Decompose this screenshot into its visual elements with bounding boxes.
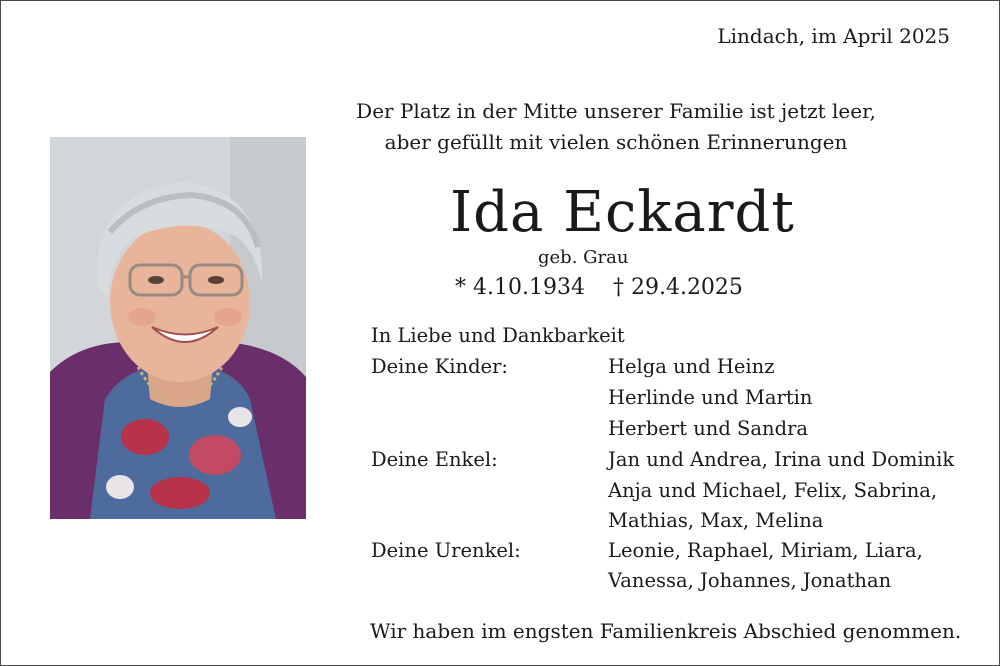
mourners-intro: In Liebe und Dankbarkeit <box>371 324 625 347</box>
children-line: Helga und Heinz <box>608 355 775 378</box>
grandchildren-line: Jan und Andrea, Irina und Dominik <box>608 448 955 471</box>
great-grandchildren-label: Deine Urenkel: <box>371 539 521 562</box>
grandchildren-line: Anja und Michael, Felix, Sabrina, <box>608 479 938 502</box>
place-date: Lindach, im April 2025 <box>717 24 950 48</box>
verse-line-2: aber gefüllt mit vielen schönen Erinnerungen <box>384 130 848 154</box>
children-label: Deine Kinder: <box>371 355 508 378</box>
deceased-name: Ida Eckardt <box>450 180 795 245</box>
death-date: † 29.4.2025 <box>612 275 743 300</box>
grandchildren-line: Mathias, Max, Melina <box>608 509 824 532</box>
maiden-name: geb. Grau <box>538 247 629 268</box>
verse-line-1: Der Platz in der Mitte unserer Familie ist jetzt leer, <box>356 99 876 123</box>
grandchildren-label: Deine Enkel: <box>371 448 498 471</box>
children-line: Herlinde und Martin <box>608 386 813 409</box>
portrait-photo <box>50 137 306 519</box>
birth-date: * 4.10.1934 <box>455 275 585 300</box>
great-grandchildren-line: Leonie, Raphael, Miriam, Liara, <box>608 539 923 562</box>
children-line: Herbert und Sandra <box>608 417 809 440</box>
closing-statement: Wir haben im engsten Familienkreis Abschied genommen. <box>370 619 962 643</box>
life-dates <box>455 275 743 300</box>
great-grandchildren-line: Vanessa, Johannes, Jonathan <box>608 569 892 592</box>
